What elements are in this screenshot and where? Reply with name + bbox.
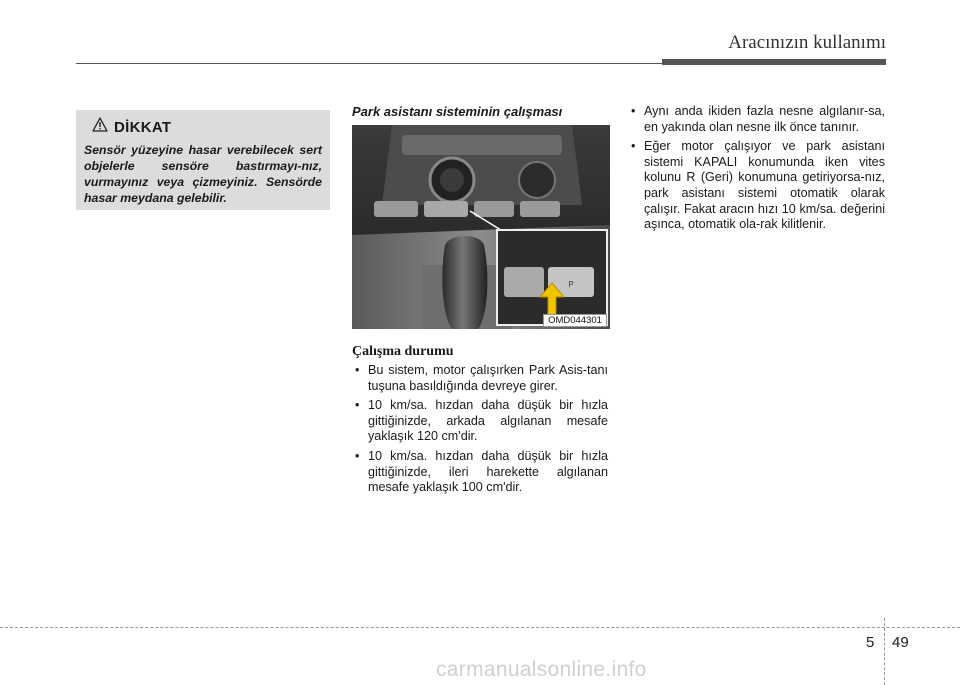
operation-list — [352, 363, 608, 500]
park-assist-button-photo — [352, 125, 610, 329]
list-item: • 10 km/sa. hızdan daha düşük bir hızla gittiğinizde, ileri harekette algılanan mesafe yaklaşık 100 cm'dir. — [352, 449, 608, 496]
list-item: • Aynı anda ikiden fazla nesne algılanır-sa, en yakında olan nesne ilk önce tanınır. — [628, 104, 885, 135]
warning-text: Sensör yüzeyine hasar verebilecek sert objelerle sensöre bastırmayı-nız, vurmayınız veya çizmeyiniz. Sensörde hasar meydana gelebilir. — [84, 143, 322, 205]
warning-title: DİKKAT — [114, 118, 172, 136]
list-item: • Bu sistem, motor çalışırken Park Asis-tanı tuşuna basıldığında devreye girer. — [352, 363, 608, 394]
footer-rule — [0, 627, 960, 628]
header-rule-accent — [662, 59, 886, 65]
image-code-label: OMD044301 — [543, 314, 607, 327]
warning-triangle-icon — [92, 117, 108, 137]
section-title: Park asistanı sisteminin çalışması — [352, 104, 563, 119]
section-number: 5 — [866, 634, 875, 651]
right-list — [628, 104, 885, 237]
header-rule — [76, 63, 666, 64]
warning-header — [92, 116, 322, 138]
footer-divider — [884, 618, 885, 685]
watermark: carmanualsonline.info — [436, 658, 647, 681]
list-item: • 10 km/sa. hızdan daha düşük bir hızla gittiğinizde, arkada algılanan mesafe yaklaşık 120 cm'dir. — [352, 398, 608, 445]
warning-box — [76, 110, 330, 210]
list-item: • Eğer motor çalışıyor ve park asistanı sistemi KAPALI konumunda iken vites kolunu R (Geri) konumuna getiriyorsa-nız, park asistanı sistemi otomatik olarak çalışır. Fakat aracın hızı 10 km/sa. değerini aşınca, otomatik ola-rak kilitlenir. — [628, 139, 885, 233]
subheading: Çalışma durumu — [352, 344, 454, 359]
page-number: 49 — [892, 634, 909, 651]
header-title: Aracınızın kullanımı — [728, 32, 886, 53]
inset-button-label: P — [568, 280, 574, 289]
